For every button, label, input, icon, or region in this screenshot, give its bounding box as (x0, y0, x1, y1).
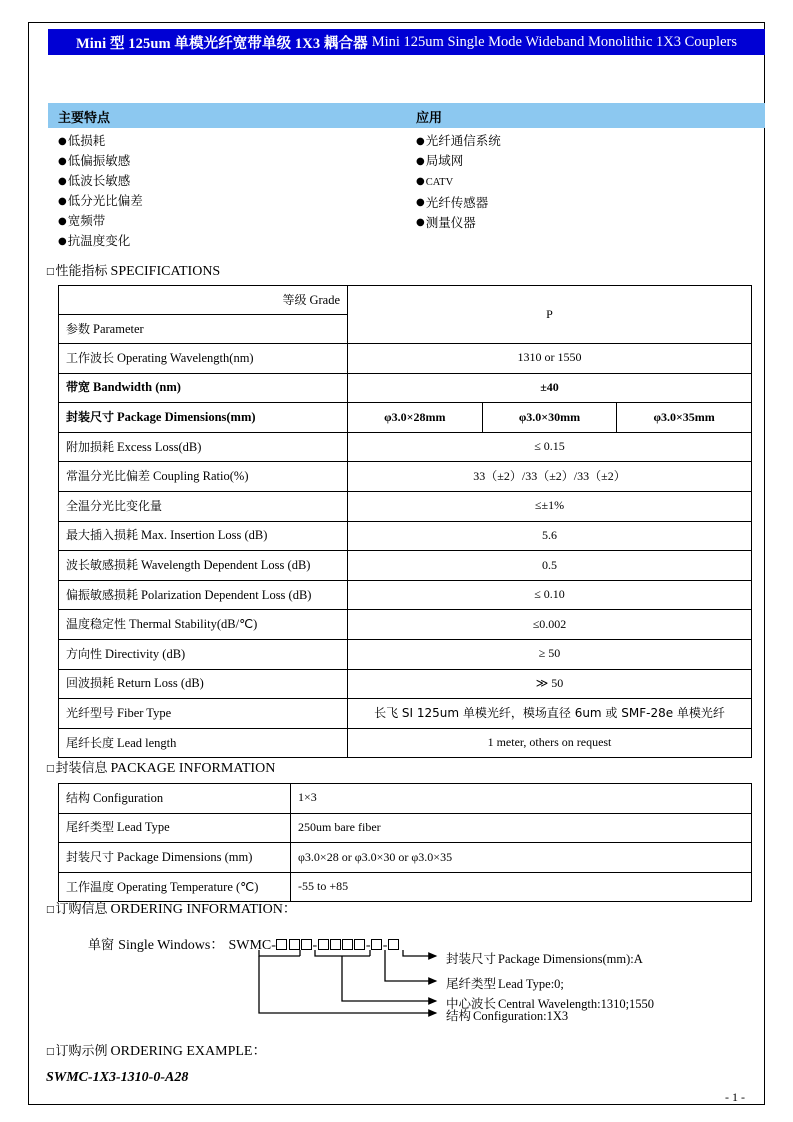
document-title-bar (48, 29, 765, 55)
feature-label: 抗温度变化 (67, 233, 131, 249)
row-value-operating-wavelength: 1310 or 1550 (348, 344, 752, 374)
row-label-operating-wavelength (59, 344, 348, 374)
features-header-right: 应用 (416, 111, 443, 126)
ordering-code-prefix: SWMC- (228, 938, 276, 953)
code-separator: - (382, 938, 388, 953)
table-row (59, 551, 752, 581)
bullet-icon: ● (416, 217, 425, 229)
ordering-example-code: SWMC-1X3-1310-0-A28 (46, 1070, 189, 1085)
pkg-value-lead-type: 250um bare fiber (291, 813, 752, 843)
table-row (59, 813, 752, 843)
row-label-en: Lead Type (117, 820, 170, 835)
square-bullet-icon: □ (46, 764, 55, 774)
row-label-cn: 带宽 (66, 380, 91, 395)
row-value-excess-loss: ≤ 0.15 (348, 432, 752, 462)
list-item (416, 134, 501, 149)
row-value-lead-length: 1 meter, others on request (348, 728, 752, 758)
table-row (59, 521, 752, 551)
ordering-label-cn: 中心波长 (446, 996, 497, 1011)
ordering-label-en: Configuration:1X3 (473, 1009, 569, 1023)
table-row (59, 784, 752, 814)
row-label-cn: 结构 (66, 790, 91, 805)
ordering-label-cn: 尾纤类型 (446, 976, 497, 991)
section-heading-ordering-information (46, 898, 297, 918)
list-item (58, 194, 143, 209)
section-heading-ordering-example (46, 1040, 266, 1060)
grade-label-en: Grade (309, 292, 340, 307)
pkg-value-configuration: 1×3 (291, 784, 752, 814)
page-number: - 1 - (725, 1090, 745, 1104)
code-separator: - (365, 938, 371, 953)
pkg-value-package-dimensions: φ3.0×28 or φ3.0×30 or φ3.0×35 (291, 843, 752, 873)
row-value-max-insertion-loss: 5.6 (348, 521, 752, 551)
section-heading-chinese: 性能指标 (55, 264, 108, 279)
square-bullet-icon: □ (46, 1047, 55, 1057)
list-item (416, 174, 501, 190)
features-header-band (48, 103, 765, 128)
section-heading-specifications (46, 260, 220, 280)
row-label-en: Bandwidth (nm) (93, 380, 181, 395)
section-heading-chinese: 订购示例 (55, 1044, 108, 1059)
table-row (59, 432, 752, 462)
ordering-label-en: Package Dimensions(mm):A (498, 952, 643, 966)
list-item (58, 214, 143, 229)
ordering-code-diagram (0, 924, 793, 1034)
list-item (58, 174, 143, 189)
bullet-icon: ● (58, 215, 67, 227)
section-heading-english: SPECIFICATIONS (110, 264, 221, 279)
application-label: 测量仪器 (425, 214, 476, 230)
row-label-cn: 光纤型号 (66, 706, 115, 721)
table-row (59, 491, 752, 521)
row-label-cn: 封装尺寸 (66, 850, 115, 865)
list-item (416, 154, 501, 169)
row-label-en: Max. Insertion Loss (dB) (141, 528, 268, 543)
features-list-left (58, 134, 143, 255)
row-label-coupling-ratio (59, 462, 348, 492)
row-value-bandwidth: ±40 (348, 373, 752, 403)
table-row (59, 403, 752, 433)
feature-label: 低损耗 (67, 133, 106, 148)
row-label-cn: 常温分光比偏差 (66, 469, 151, 484)
row-label-lead-length (59, 728, 348, 758)
dimension-value-3: φ3.0×35mm (617, 403, 752, 433)
square-bullet-icon: □ (46, 905, 55, 915)
row-label-en: Package Dimensions(mm) (117, 410, 256, 425)
row-value-coupling-ratio: 33（±2）/33（±2）/33（±2） (348, 462, 752, 492)
bullet-icon: ● (416, 197, 425, 209)
parameter-label-cn: 参数 (66, 321, 91, 336)
pkg-label-configuration (59, 784, 291, 814)
row-value-thermal-stability: ≤0.002 (348, 610, 752, 640)
row-label-wavelength-dependent-loss (59, 551, 348, 581)
row-label-cn: 方向性 (66, 646, 103, 661)
list-item (58, 234, 143, 249)
ordering-label-lead-type (446, 974, 564, 992)
bullet-icon: ● (58, 235, 67, 247)
ordering-prefix-en: Single Windows： (118, 938, 225, 953)
row-label-en: Configuration (93, 790, 164, 805)
ordering-label-cn: 结构 (446, 1008, 472, 1023)
table-row (59, 728, 752, 758)
table-row (59, 669, 752, 699)
specifications-table (58, 285, 752, 758)
application-label: 光纤通信系统 (425, 133, 501, 148)
application-label: 局域网 (425, 153, 464, 169)
row-label-cn: 最大插入损耗 (66, 528, 139, 543)
table-row (59, 344, 752, 374)
row-label-cn: 偏振敏感损耗 (66, 587, 139, 602)
row-label-directivity (59, 639, 348, 669)
grade-header-cell (59, 286, 348, 315)
row-value-return-loss: ≫ 50 (348, 669, 752, 699)
row-value-full-temp-variation: ≤±1% (348, 491, 752, 521)
code-separator: - (312, 938, 318, 953)
section-heading-chinese: 封装信息 (55, 761, 108, 776)
row-label-cn: 附加损耗 (66, 439, 115, 454)
table-row (59, 639, 752, 669)
section-heading-english: ORDERING EXAMPLE： (110, 1044, 267, 1059)
table-row (59, 843, 752, 873)
row-label-return-loss (59, 669, 348, 699)
application-label: 光纤传感器 (425, 194, 489, 210)
bullet-icon: ● (58, 195, 67, 207)
table-row (59, 610, 752, 640)
ordering-label-en: Central Wavelength:1310;1550 (498, 997, 655, 1011)
bullet-icon: ● (416, 175, 425, 187)
ordering-prefix-cn: 单窗 (88, 938, 115, 953)
row-label-en: Polarization Dependent Loss (dB) (141, 587, 312, 602)
bullet-icon: ● (416, 155, 425, 167)
parameter-header-cell (59, 315, 348, 344)
row-label-cn: 全温分光比变化量 (66, 498, 163, 513)
grade-value-cell: P (348, 286, 752, 344)
square-bullet-icon: □ (46, 267, 55, 277)
section-heading-english: PACKAGE INFORMATION (110, 761, 276, 776)
list-item (58, 134, 143, 149)
row-label-en: Excess Loss(dB) (117, 439, 202, 454)
document-title-english: Mini 125um Single Mode Wideband Monolithic 1X3 Couplers (371, 33, 737, 50)
row-label-en: Lead length (117, 735, 177, 750)
table-row (59, 286, 752, 315)
row-value-wavelength-dependent-loss: 0.5 (348, 551, 752, 581)
row-label-en: Return Loss (dB) (117, 676, 204, 691)
row-value-fiber-type: 长飞 SI 125um 单模光纤，模场直径 6um 或 SMF-28e 单模光纤 (348, 699, 752, 729)
row-label-max-insertion-loss (59, 521, 348, 551)
application-label: CATV (425, 177, 454, 189)
row-label-cn: 温度稳定性 (66, 617, 127, 632)
row-label-package-dimensions (59, 403, 348, 433)
parameter-label-en: Parameter (93, 321, 144, 336)
table-row (59, 699, 752, 729)
table-row (59, 373, 752, 403)
ordering-label-en: Lead Type:0; (498, 977, 564, 991)
table-row (59, 462, 752, 492)
row-label-en: Operating Wavelength(nm) (117, 350, 254, 365)
ordering-connector-lines (0, 924, 793, 1034)
row-label-cn: 尾纤类型 (66, 820, 115, 835)
row-label-cn: 工作波长 (66, 350, 115, 365)
row-value-directivity: ≥ 50 (348, 639, 752, 669)
list-item (416, 216, 501, 231)
row-label-bandwidth (59, 373, 348, 403)
feature-label: 低分光比偏差 (67, 193, 143, 209)
row-label-en: Coupling Ratio(%) (153, 469, 249, 484)
ordering-label-package-dimensions (446, 949, 643, 967)
list-item (416, 196, 501, 211)
table-row (59, 580, 752, 610)
list-item (58, 154, 143, 169)
row-label-en: Operating Temperature (℃) (117, 879, 259, 894)
row-label-fiber-type (59, 699, 348, 729)
row-label-cn: 封装尺寸 (66, 410, 115, 425)
row-label-en: Wavelength Dependent Loss (dB) (141, 558, 311, 573)
bullet-icon: ● (416, 135, 425, 147)
row-label-cn: 工作温度 (66, 879, 115, 894)
features-header-left: 主要特点 (58, 111, 111, 126)
bullet-icon: ● (58, 155, 67, 167)
ordering-label-configuration (446, 1006, 568, 1024)
row-label-excess-loss (59, 432, 348, 462)
row-label-cn: 回波损耗 (66, 676, 115, 691)
pkg-value-operating-temperature: -55 to +85 (291, 872, 752, 902)
package-information-table (58, 783, 752, 902)
row-value-polarization-dependent-loss: ≤ 0.10 (348, 580, 752, 610)
section-heading-chinese: 订购信息 (55, 902, 108, 917)
bullet-icon: ● (58, 135, 67, 147)
grade-label-cn: 等级 (282, 292, 307, 307)
row-label-en: Thermal Stability(dB/℃) (129, 617, 258, 632)
pkg-label-package-dimensions (59, 843, 291, 873)
applications-list-right (416, 134, 501, 236)
feature-label: 低波长敏感 (67, 173, 131, 189)
row-label-en: Fiber Type (117, 706, 172, 721)
feature-label: 宽频带 (67, 213, 106, 229)
pkg-label-lead-type (59, 813, 291, 843)
row-label-en: Package Dimensions (mm) (117, 850, 253, 865)
row-label-thermal-stability (59, 610, 348, 640)
section-heading-english: ORDERING INFORMATION： (110, 902, 297, 917)
row-label-polarization-dependent-loss (59, 580, 348, 610)
dimension-value-2: φ3.0×30mm (482, 403, 617, 433)
row-label-en: Directivity (dB) (105, 646, 186, 661)
feature-label: 低偏振敏感 (67, 153, 131, 169)
document-title-chinese: Mini 型 125um 单模光纤宽带单级 1X3 耦合器 (76, 35, 368, 52)
row-label-cn: 波长敏感损耗 (66, 558, 139, 573)
section-heading-package-information (46, 757, 275, 777)
ordering-label-cn: 封装尺寸 (446, 951, 497, 966)
row-label-full-temp-variation (59, 491, 348, 521)
dimension-value-1: φ3.0×28mm (348, 403, 483, 433)
row-label-cn: 尾纤长度 (66, 735, 115, 750)
bullet-icon: ● (58, 175, 67, 187)
